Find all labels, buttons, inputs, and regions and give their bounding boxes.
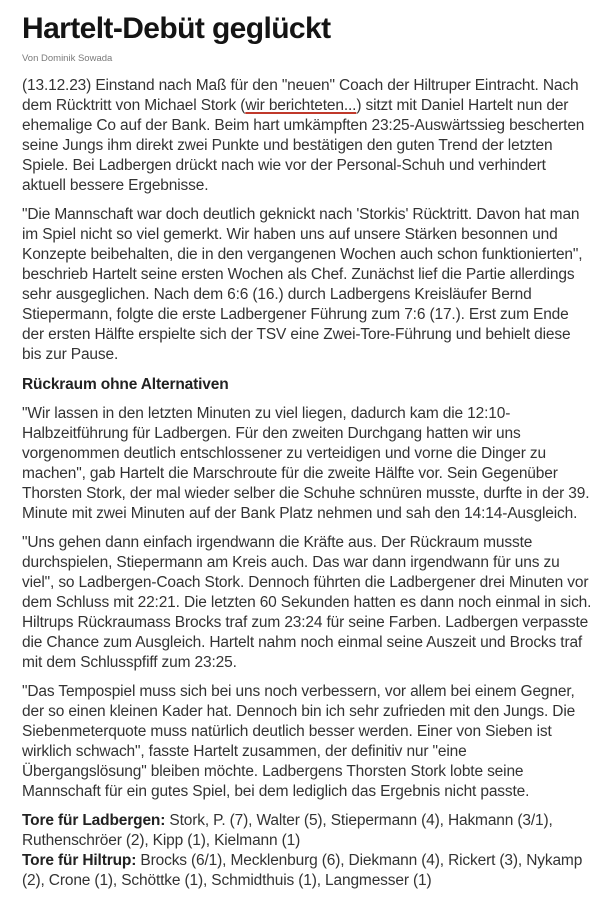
scorers-hiltrup-label: Tore für Hiltrup: (22, 852, 137, 869)
scorer-lists (22, 811, 592, 891)
paragraph-second-half-start: "Wir lassen in den letzten Minuten zu viel liegen, dadurch kam die 12:10-Halbzeitführung für Ladbergen. Für den zweiten Durchgang hatten wir uns vorgenommen deutlich entschlossener zu verteidigen und vorne die Dinger zu machen", gab Hartelt die Marschroute für die zweite Hälfte vor. Sein Gegenüber Thorsten Stork, der mal wieder selber die Schuhe schnüren musste, durfte in der 39. Minute mit zwei Minuten auf der Bank Platz nehmen und sah den 14:14-Ausgleich. (22, 405, 590, 522)
paragraph-intro-after-link: ) sitzt mit Daniel Hartelt nun der ehemalige Co auf der Bank. Beim hart umkämpften 23:25-Auswärtssieg bescherten seine Jungs ihm direkt zwei Punkte und bestätigen den guten Trend der letzten Spiele. Bei Ladbergen drückt nach wie vor der Personal-Schuh und verhindert aktuell bessere Ergebnisse. (22, 97, 585, 194)
page-title: Hartelt-Debüt geglückt (22, 12, 331, 45)
paragraph-final-minutes: "Uns gehen dann einfach irgendwann die Kräfte aus. Der Rückraum musste durchspielen, Stiepermann am Kreis auch. Das war dann irgendwann für uns zu viel", so Ladbergen-Coach Stork. Dennoch führten die Ladbergener drei Minuten vor dem Schluss mit 22:21. Die letzten 60 Sekunden hatten es dann noch einmal in sich. Hiltrups Rückraumass Brocks traf zum 23:24 für seine Farben. Ladbergen verpasste die Chance zum Ausgleich. Hartelt nahm noch einmal seine Auszeit und Brocks traf mit dem Schlusspfiff zum 23:25. (22, 534, 592, 671)
subheading-rueckraum: Rückraum ohne Alternativen (22, 376, 229, 393)
byline: Von Dominik Sowada (22, 53, 113, 64)
paragraph-intro (22, 76, 592, 196)
paragraph-conclusion: "Das Tempospiel muss sich bei uns noch verbessern, vor allem bei einem Gegner, der so einen kleinen Kader hat. Dennoch bin ich sehr zufrieden mit den Jungs. Die Siebenmeterquote muss natürlich deutlich besser werden. Einer von Sieben ist wirklich schwach", fasste Hartelt zusammen, der definitiv nur "eine Übergangslösung" bleiben möchte. Ladbergens Thorsten Stork lobte seine Mannschaft für ein gutes Spiel, bei dem lediglich das Ergebnis nicht passte. (22, 683, 576, 800)
scorers-hiltrup (22, 851, 592, 891)
scorers-ladbergen (22, 811, 592, 851)
scorers-ladbergen-list: Stork, P. (7), Walter (5), Stiepermann (4), Hakmann (3/1), Ruthenschröer (2), Kipp (1), Kielmann (1) (22, 812, 553, 849)
paragraph-intro-before-link: (13.12.23) Einstand nach Maß für den "neuen" Coach der Hiltruper Eintracht. Nach dem Rücktritt von Michael Stork ( (22, 77, 579, 114)
scorers-hiltrup-list: Brocks (6/1), Mecklenburg (6), Diekmann (4), Rickert (3), Nykamp (2), Crone (1), Schöttke (1), Schmidthuis (1), Langmesser (1) (22, 852, 583, 889)
scorers-ladbergen-label: Tore für Ladbergen: (22, 812, 166, 829)
wir-berichteten-link[interactable]: wir berichteten... (245, 97, 357, 114)
paragraph-first-half: "Die Mannschaft war doch deutlich geknickt nach 'Storkis' Rücktritt. Davon hat man im Spiel nicht so viel gemerkt. Wir haben uns auf unsere Stärken besonnen und Konzepte beibehalten, die in den vergangenen Wochen auch schon funktionierten", beschrieb Hartelt seine ersten Wochen als Chef. Zunächst lief die Partie allerdings sehr ausgeglichen. Nach dem 6:6 (16.) durch Ladbergens Kreisläufer Bernd Stiepermann, folgte die erste Ladbergener Führung zum 7:6 (17.). Erst zum Ende der ersten Hälfte erspielte sich der TSV eine Zwei-Tore-Führung und behielt diese bis zur Pause. (22, 206, 583, 363)
